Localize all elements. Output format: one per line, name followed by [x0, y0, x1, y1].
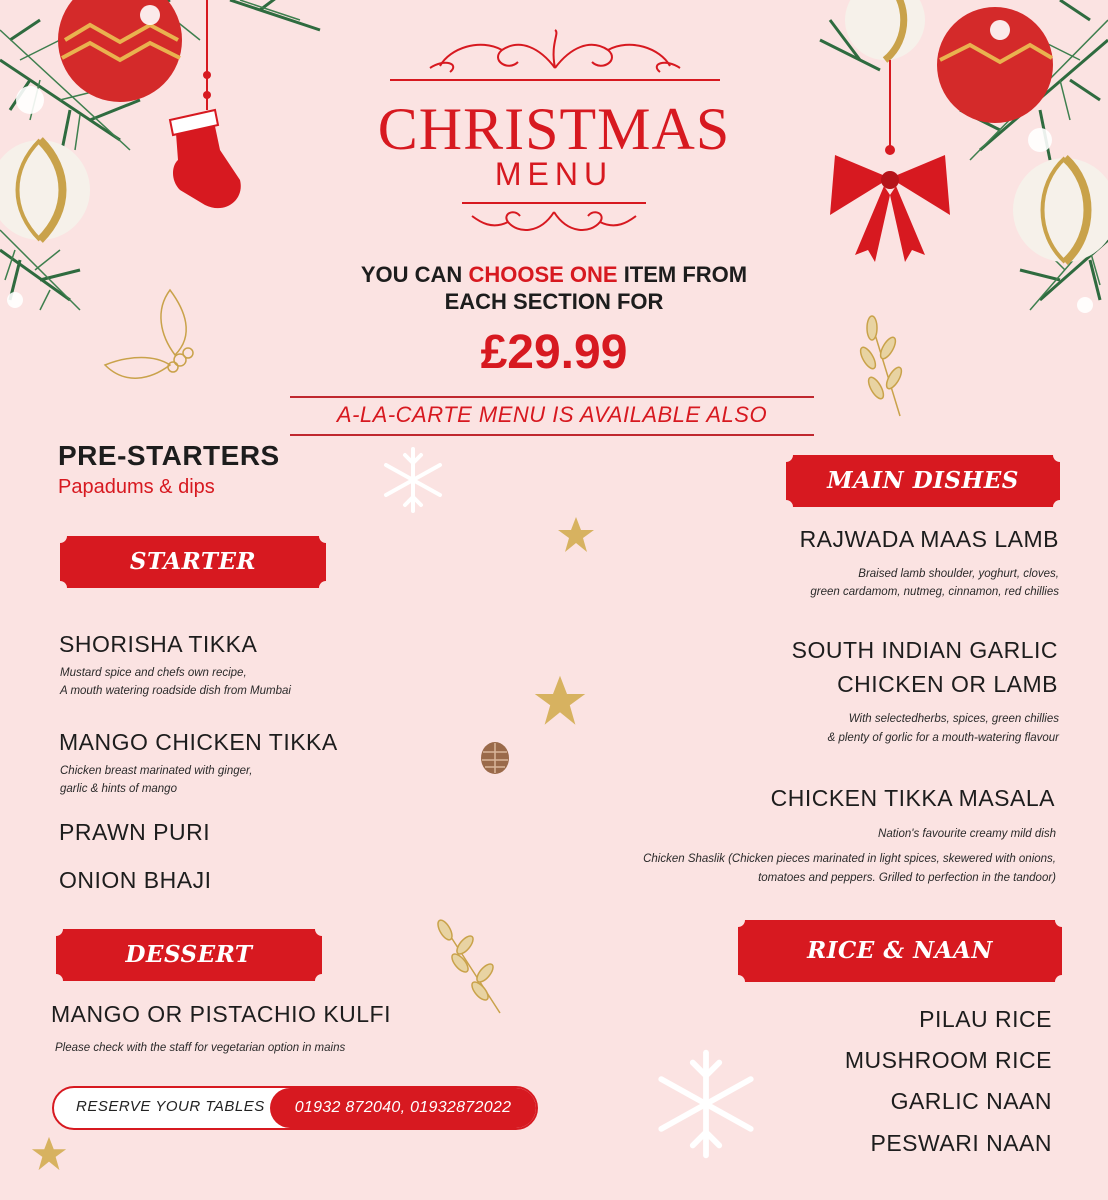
- intro-highlight: CHOOSE ONE: [468, 262, 618, 287]
- menu-item-desc: A mouth watering roadside dish from Mumbai: [60, 685, 291, 697]
- menu-item-desc: garlic & hints of mango: [60, 783, 177, 795]
- snowflake-icon: [648, 1046, 764, 1162]
- reserve-tables-button[interactable]: [52, 1086, 538, 1130]
- starter-banner: STARTER: [60, 536, 326, 588]
- rice-naan-banner: RICE & NAAN: [738, 920, 1062, 982]
- pre-starters-title: PRE-STARTERS: [58, 440, 280, 471]
- menu-item-name: PRAWN PURI: [59, 819, 211, 845]
- star-icon: [532, 673, 588, 729]
- menu-item-name: SOUTH INDIAN GARLIC: [791, 637, 1058, 663]
- intro-line-2: EACH SECTION FOR: [444, 289, 664, 314]
- menu-item-name: MANGO CHICKEN TIKKA: [59, 729, 338, 755]
- alacarte-note: A-LA-CARTE MENU IS AVAILABLE ALSO: [336, 402, 768, 427]
- divider: [290, 396, 814, 398]
- ornament-bottom: [462, 200, 646, 240]
- menu-item-desc: Chicken Shaslik (Chicken pieces marinated in light spices, skewered with onions,: [643, 853, 1056, 865]
- pinecone-icon: [478, 740, 512, 776]
- menu-subtitle: MENU: [494, 156, 614, 192]
- menu-item-name: PILAU RICE: [919, 1006, 1052, 1032]
- dessert-banner: DESSERT: [56, 929, 322, 981]
- reserve-label: RESERVE YOUR TABLES: [76, 1098, 265, 1115]
- menu-item-name: GARLIC NAAN: [890, 1088, 1052, 1114]
- star-icon: [556, 515, 596, 555]
- menu-item-name: MUSHROOM RICE: [844, 1047, 1052, 1073]
- menu-title: CHRISTMAS: [377, 96, 731, 162]
- menu-item-desc: Mustard spice and chefs own recipe,: [60, 667, 247, 679]
- leaf-branch-icon: [430, 915, 510, 1015]
- menu-item-name: PESWARI NAAN: [870, 1130, 1052, 1156]
- intro-line-1: YOU CAN CHOOSE ONE ITEM FROM: [360, 262, 748, 287]
- menu-item-desc: Chicken breast marinated with ginger,: [60, 765, 253, 777]
- divider: [290, 434, 814, 436]
- menu-item-name: CHICKEN TIKKA MASALA: [770, 785, 1055, 811]
- menu-item-desc: & plenty of gorlic for a mouth-watering flavour: [827, 732, 1059, 744]
- vegetarian-note: Please check with the staff for vegetarian option in mains: [55, 1042, 346, 1054]
- snowflake-icon: [378, 445, 448, 515]
- menu-item-name: CHICKEN OR LAMB: [837, 671, 1058, 697]
- dessert-item: MANGO OR PISTACHIO KULFI: [51, 1001, 391, 1027]
- reserve-phone-numbers[interactable]: 01932 872040, 01932872022: [270, 1088, 536, 1128]
- menu-item-name: SHORISHA TIKKA: [59, 631, 258, 657]
- menu-item-desc: Braised lamb shoulder, yoghurt, cloves,: [858, 568, 1059, 580]
- main-dishes-banner: MAIN DISHES: [786, 455, 1060, 507]
- star-icon: [30, 1135, 68, 1173]
- pre-starters-subtitle: Papadums & dips: [58, 476, 215, 498]
- menu-item-desc: tomatoes and peppers. Grilled to perfection in the tandoor): [758, 872, 1056, 884]
- menu-item-desc: Nation's favourite creamy mild dish: [878, 828, 1056, 840]
- ornament-top: [390, 28, 720, 84]
- menu-item-desc: green cardamom, nutmeg, cinnamon, red chillies: [810, 586, 1059, 598]
- menu-item-name: ONION BHAJI: [59, 867, 212, 893]
- menu-item-desc: With selectedherbs, spices, green chillies: [848, 713, 1059, 725]
- menu-item-name: RAJWADA MAAS LAMB: [799, 526, 1059, 552]
- price: £29.99: [480, 326, 628, 379]
